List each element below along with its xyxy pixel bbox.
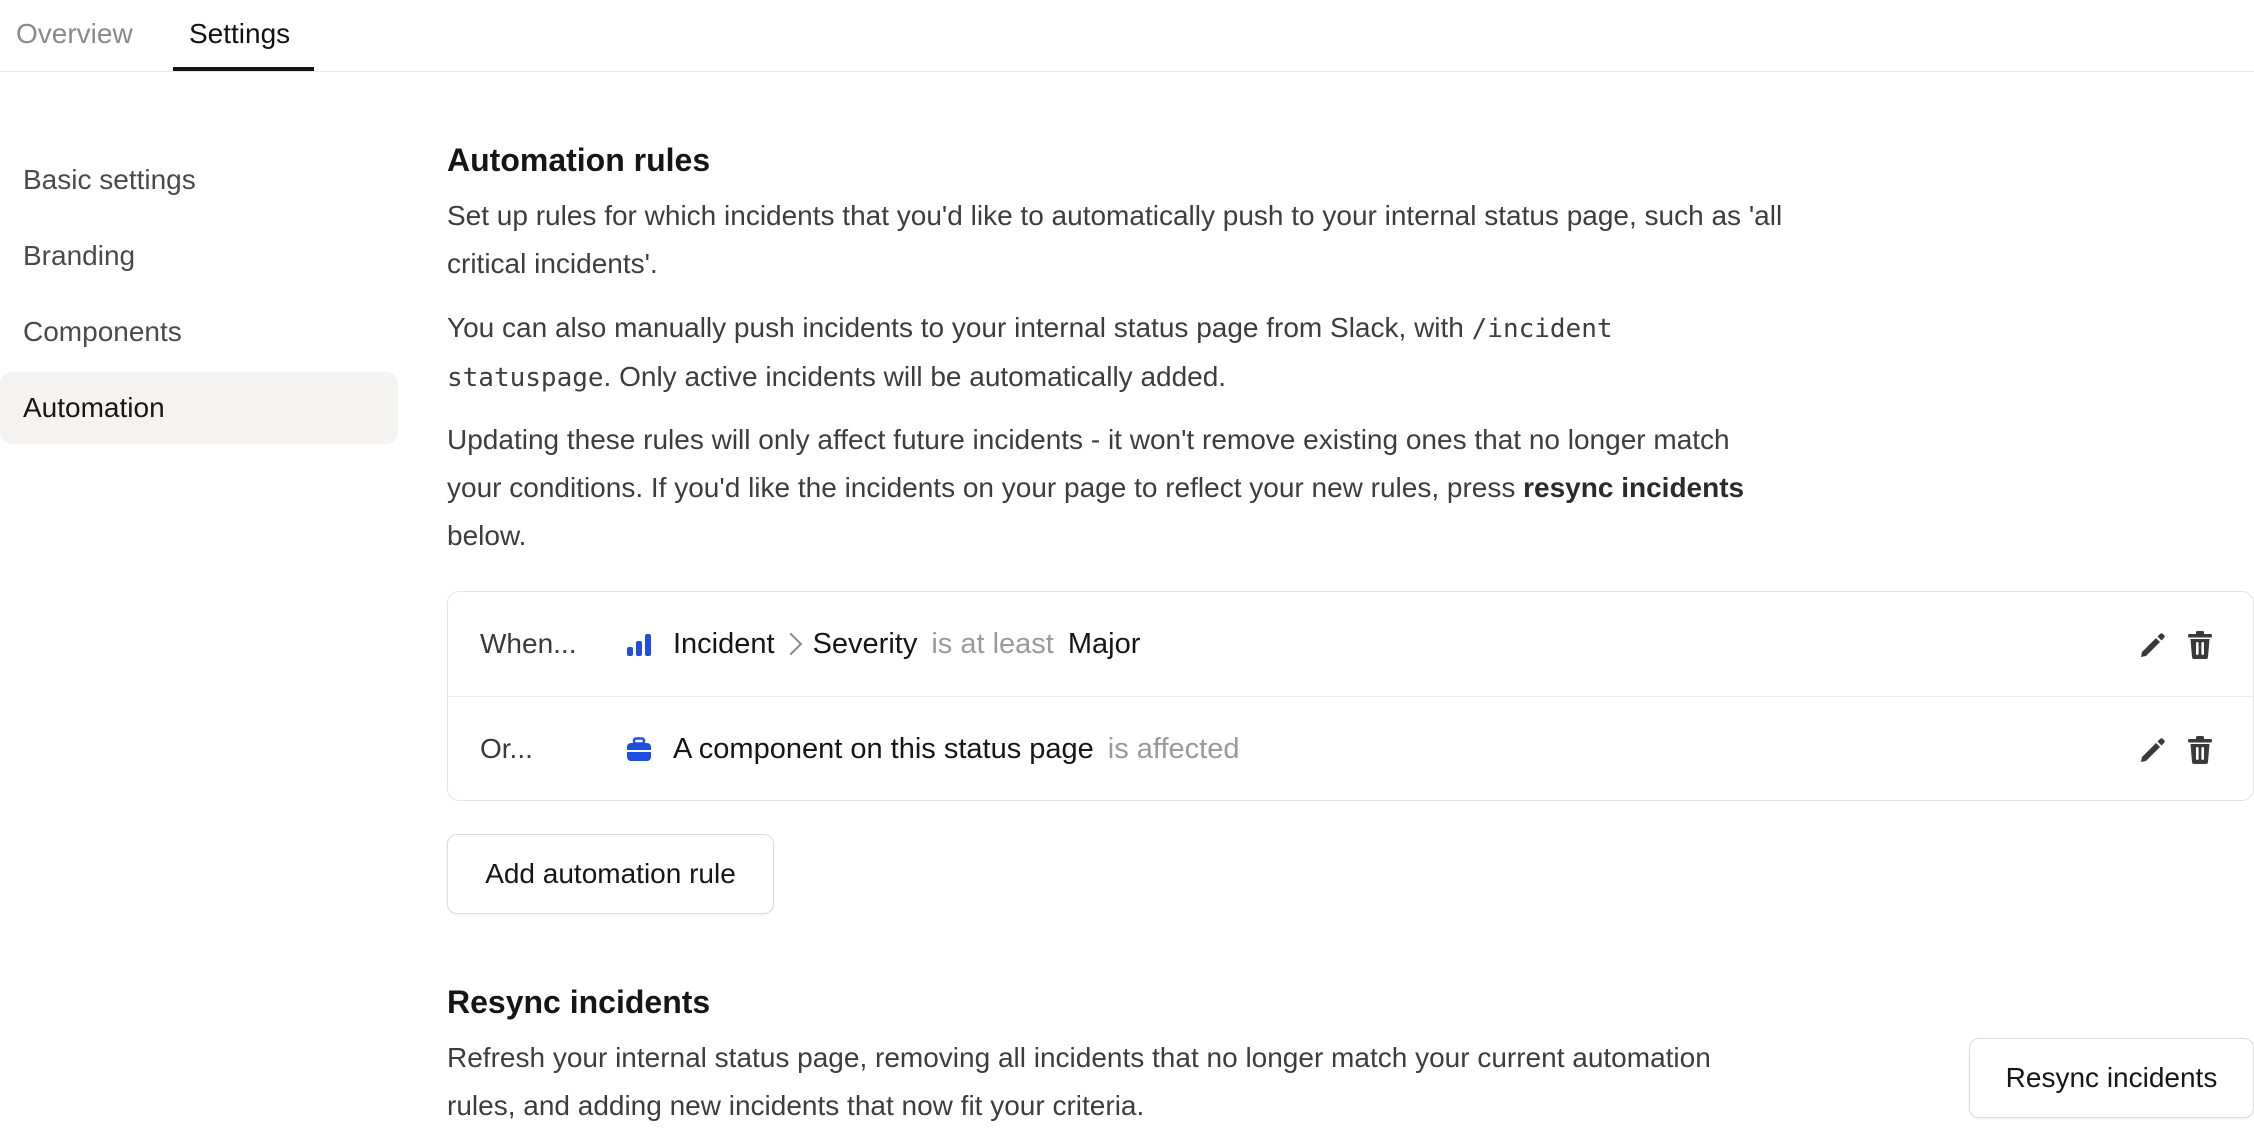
manual-push-text-after: . Only active incidents will be automatically added. (603, 361, 1227, 392)
delete-trash-icon[interactable] (2186, 735, 2214, 765)
add-automation-rule-button[interactable]: Add automation rule (447, 834, 774, 914)
delete-trash-icon[interactable] (2186, 630, 2214, 660)
rule-prefix: Or... (480, 733, 533, 764)
update-rules-text-before: Updating these rules will only affect future incidents - it won't remove existing ones that no longer match your conditions. If you'd like the incidents on your page to reflect your new rules, press (447, 424, 1730, 503)
rule-condition (673, 697, 1239, 801)
resync-emphasis: resync incidents (1523, 472, 1745, 503)
update-rules-note (447, 416, 1787, 560)
automation-rules-heading: Automation rules (447, 142, 711, 178)
rule-operator: is at least (931, 628, 1054, 660)
rule-value: Major (1067, 628, 1141, 660)
rule-field: Severity (812, 628, 918, 660)
sidebar-item-basic-settings[interactable]: Basic settings (23, 164, 196, 195)
tab-overview[interactable]: Overview (16, 18, 133, 49)
rule-prefix: When... (480, 628, 577, 659)
sidebar-item-branding[interactable]: Branding (23, 240, 136, 271)
rule-condition (673, 592, 1140, 696)
manual-push-description (447, 304, 1787, 402)
resync-incidents-button[interactable]: Resync incidents (1969, 1038, 2254, 1118)
resync-description: Refresh your internal status page, removing all incidents that no longer match your current automation rules, and adding new incidents that now fit your criteria. (447, 1042, 1711, 1121)
rule-subject: Incident (673, 628, 775, 660)
automation-rule-row (448, 592, 2253, 697)
active-tab-indicator (173, 67, 314, 71)
automation-rules-list (447, 591, 2254, 801)
sidebar-item-components[interactable]: Components (23, 316, 182, 347)
severity-bars-icon (626, 632, 652, 658)
component-briefcase-icon (626, 737, 652, 763)
manual-push-text-before: You can also manually push incidents to your internal status page from Slack, with (447, 312, 1472, 343)
tab-settings[interactable]: Settings (189, 18, 291, 49)
chevron-right-icon (779, 633, 802, 656)
rule-operator: is affected (1107, 733, 1240, 765)
slack-command-code: /incident statuspage (447, 314, 1613, 393)
rule-subject: A component on this status page (673, 733, 1094, 765)
automation-description: Set up rules for which incidents that you'd like to automatically push to your internal status page, such as 'all critical incidents'. (447, 200, 1783, 279)
edit-pencil-icon[interactable] (2138, 735, 2166, 765)
automation-rule-row (448, 697, 2253, 801)
top-tab-bar (0, 0, 2254, 72)
sidebar-item-automation[interactable]: Automation (0, 372, 398, 444)
resync-incidents-heading: Resync incidents (447, 984, 711, 1020)
update-rules-text-after: below. (447, 520, 527, 551)
edit-pencil-icon[interactable] (2138, 630, 2166, 660)
